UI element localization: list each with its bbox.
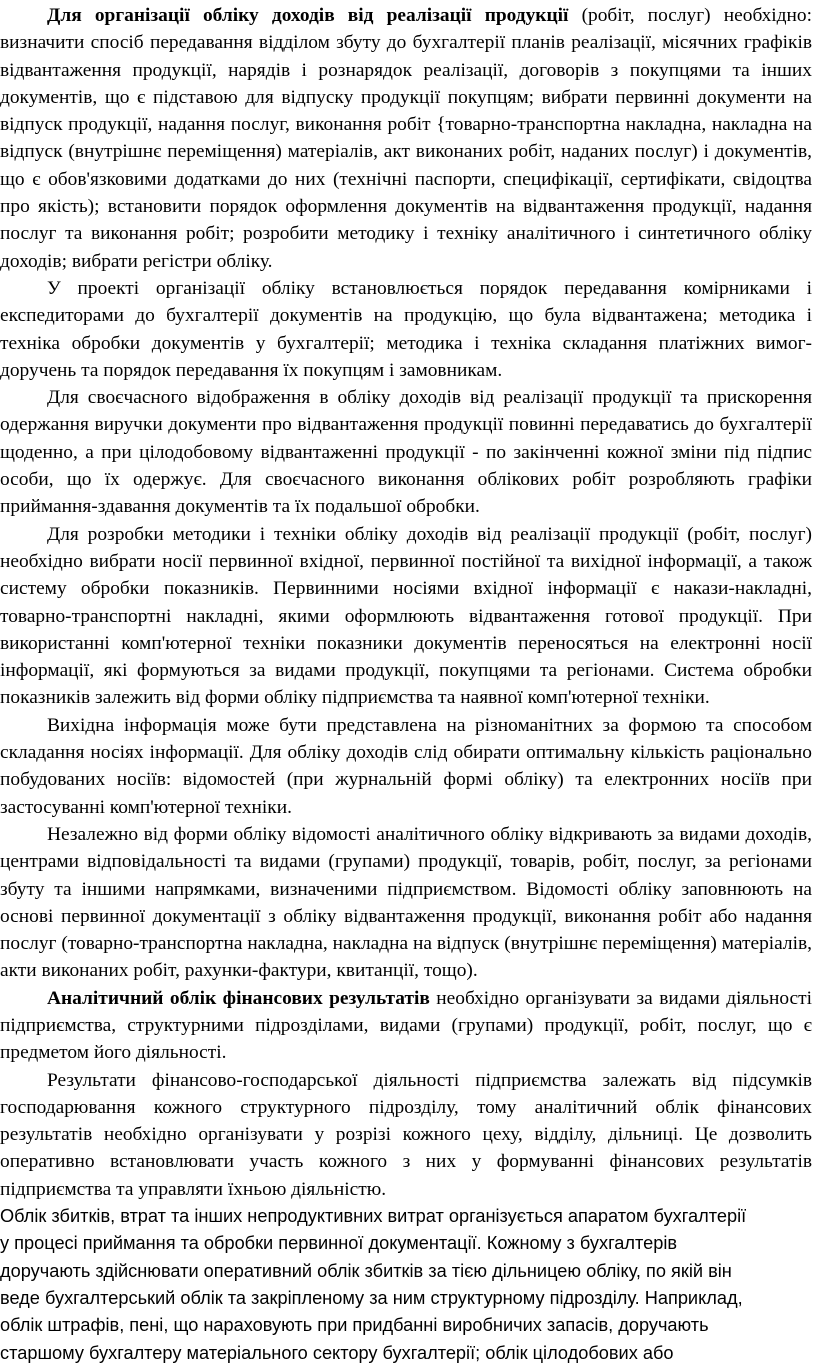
text-line: облік штрафів, пені, що нараховують при придбанні виробничих запасів, доручають [0, 1315, 709, 1336]
paragraph-revenue-accounting-organization [0, 2, 816, 275]
paragraph-text: необхідно організувати за видами діяльності підприємства, структурними підрозділами, видами (групами) продукції, робіт, послуг, що є предметом його діяльності. [0, 987, 812, 1064]
text-line: Облік збитків, втрат та інших непродуктивних витрат організується апаратом бухгалтерії [0, 1206, 747, 1227]
paragraph-text: Вихідна інформація може бути представлена на різноманітних за формою та способом складання носіях інформації. Для обліку доходів слід обирати оптимальну кількість раціонально побудованих носіїв: відомостей (при журнальній формі обліку) та електронних носіїв при застосуванні комп'ютерної техніки. [0, 714, 812, 818]
paragraph-text: Для своєчасного відображення в обліку доходів від реалізації продукції та прискорення одержання виручки документи про відвантаження продукції повинні передаватись до бухгалтерії щоденно, а при цілодобовому відвантаженні продукції - по закінченні кожної зміни під підпис особи, що їх одержує. Для своєчасного виконання облікових робіт розробляють графіки приймання-здавання документів та їх подальшої обробки. [0, 387, 812, 518]
paragraph-losses-accounting [0, 1203, 816, 1367]
paragraph-text: Для розробки методики і техніки обліку доходів від реалізації продукції (робіт, послуг) необхідно вибрати носії первинної вхідної, первинної постійної та вихідної інформації, а також систему обробки показників. Первинними носіями вхідної інформації є накази-накладні, товарно-транспортні накладні, якими оформлюють відвантаження готової продукції. При використанні комп'ютерної техніки показники документів переносяться на електронні носії інформації, які формуються за видами продукції, покупцями та регіонами. Система обробки показників залежить від форми обліку підприємства та наявної комп'ютерної техніки. [0, 523, 812, 709]
paragraph-financial-activity-results [0, 1067, 816, 1203]
paragraph-project-procedure [0, 275, 816, 384]
text-line: доручають здійснювати оперативний облік збитків за тією дільницею обліку, по якій він [0, 1260, 732, 1281]
paragraph-text: Незалежно від форми обліку відомості аналітичного обліку відкривають за видами доходів, центрами відповідальності та видами (групами) продукції, товарів, робіт, послуг, за регіонами збуту та іншими напрямками, визначеними підприємством. Відомості обліку заповнюють на основі первинної документації з обліку відвантаження продукції, виконання робіт або надання послуг (товарно-транспортна накладна, накладна на відпуск (внутрішнє переміщення) матеріалів, акти виконаних робіт, рахунки-фактури, квитанції, тощо). [0, 823, 812, 982]
paragraph-text: У проекті організації обліку встановлюється порядок передавання комірниками і експедиторами до бухгалтерії документів на продукцію, що була відвантажена; методика і техніка обробки документів у бухгалтерії; методика і техніка складання платіжних вимог-доручень та порядок передавання їх покупцям і замовникам. [0, 277, 812, 381]
paragraph-lead-bold: Аналітичний облік фінансових результатів [47, 987, 430, 1009]
text-line: веде бухгалтерський облік та закріпленому за ним структурному підрозділу. Наприклад, [0, 1287, 743, 1308]
paragraph-methodology-carriers [0, 521, 816, 712]
paragraph-text: Результати фінансово-господарської діяльності підприємства залежать від підсумків господарювання кожного структурного підрозділу, тому аналітичний облік фінансових результатів необхідно організувати у розрізі кожного цеху, відділу, дільниці. Це дозволить оперативно встановлювати участь кожного з них у формуванні фінансових результатів підприємства та управляти їхньою діяльністю. [0, 1069, 812, 1200]
paragraph-output-information [0, 712, 816, 821]
paragraph-text: (робіт, послуг) необхідно: визначити спосіб передавання відділом збуту до бухгалтерії планів реалізації, місячних графіків відвантаження продукції, нарядів і рознарядок реалізації, договорів з покупцями та інших документів, що є підставою для відпуску продукції покупцям; вибрати первинні документи на відпуск продукції, надання послуг, виконання робіт {товарно-транспортна накладна, накладна на відпуск (внутрішнє переміщення) матеріалів, акт виконаних робіт, наданих послуг) і документів, що є обов'язковими додатками до них (технічні паспорти, специфікації, сертифікати, свідоцтва про якість); встановити порядок оформлення документів на відвантаження продукції, надання послуг та виконання робіт; розробити методику і техніку аналітичного і синтетичного обліку доходів; вибрати регістри обліку. [0, 5, 812, 272]
text-line: у процесі приймання та обробки первинної документації. Кожному з бухгалтерів [0, 1233, 678, 1254]
paragraph-analytical-statements [0, 821, 816, 985]
paragraph-lead-bold: Для організації обліку доходів від реалізації продукції [47, 5, 569, 26]
text-line: старшому бухгалтеру матеріального сектору бухгалтерії; облік цілодобових або [0, 1342, 674, 1363]
paragraph-timely-reflection [0, 384, 816, 520]
paragraph-financial-results-analytics [0, 985, 816, 1067]
